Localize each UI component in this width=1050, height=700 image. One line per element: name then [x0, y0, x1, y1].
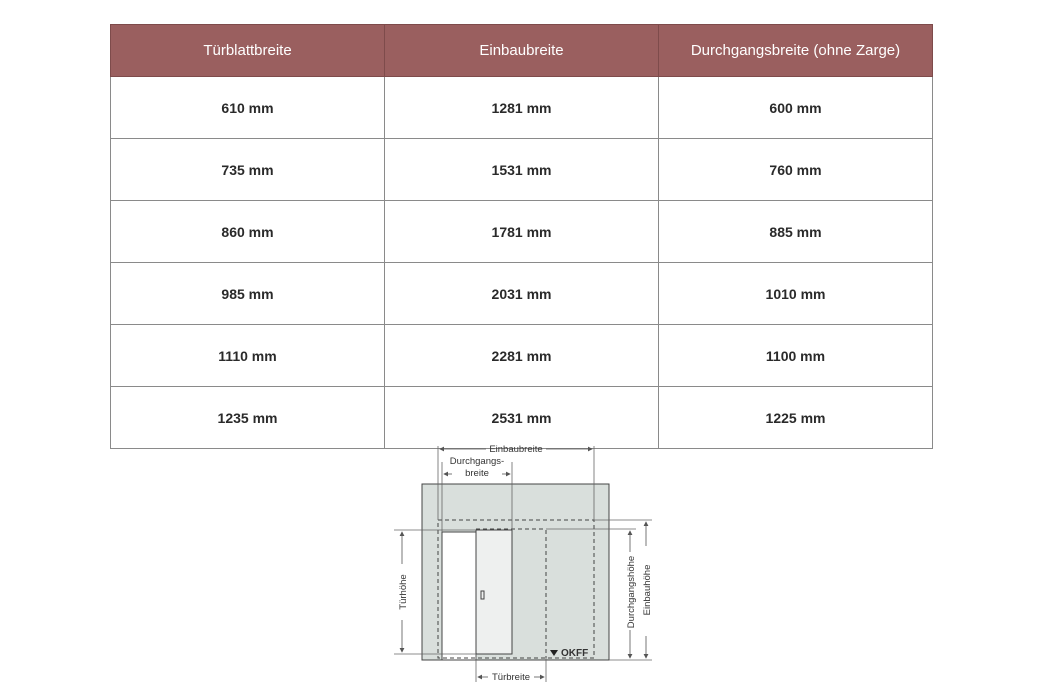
label-durchgangsbreite-1: Durchgangs-: [449, 456, 505, 467]
header-einbaubreite: Einbaubreite: [385, 25, 659, 77]
table-cell: 1531 mm: [385, 139, 659, 201]
label-einbaubreite: Einbaubreite: [489, 444, 543, 455]
label-durchgangsbreite-2: breite: [465, 468, 489, 479]
label-durchgangshoehe: Durchgangshöhe: [626, 555, 637, 629]
header-tuerblattbreite: Türblattbreite: [111, 25, 385, 77]
table-cell: 1110 mm: [111, 325, 385, 387]
table-cell: 860 mm: [111, 201, 385, 263]
label-okff: OKFF: [561, 648, 589, 659]
label-einbauhoehe: Einbauhöhe: [642, 564, 653, 616]
table-cell: 735 mm: [111, 139, 385, 201]
table-cell: 2031 mm: [385, 263, 659, 325]
label-tuerhoehe: Türhöhe: [398, 574, 409, 610]
table-cell: 1781 mm: [385, 201, 659, 263]
table-cell: 2281 mm: [385, 325, 659, 387]
table-cell: 600 mm: [659, 77, 933, 139]
door-dimensions-table: [110, 24, 933, 449]
table-row: [111, 139, 933, 201]
header-durchgangsbreite: Durchgangsbreite (ohne Zarge): [659, 25, 933, 77]
table-cell: 1010 mm: [659, 263, 933, 325]
label-tuerbreite: Türbreite: [491, 672, 531, 683]
table-cell: 1100 mm: [659, 325, 933, 387]
table-header-row: [111, 25, 933, 77]
table-row: [111, 325, 933, 387]
table-cell: 1225 mm: [659, 387, 933, 449]
table-cell: 1281 mm: [385, 77, 659, 139]
table-cell: 760 mm: [659, 139, 933, 201]
table-cell: 610 mm: [111, 77, 385, 139]
door-opening: [442, 532, 476, 660]
table-row: [111, 77, 933, 139]
table-cell: 2531 mm: [385, 387, 659, 449]
door-dimension-diagram: [380, 440, 680, 690]
table-cell: 985 mm: [111, 263, 385, 325]
table-row: [111, 263, 933, 325]
table-cell: 885 mm: [659, 201, 933, 263]
table-row: [111, 201, 933, 263]
table-cell: 1235 mm: [111, 387, 385, 449]
